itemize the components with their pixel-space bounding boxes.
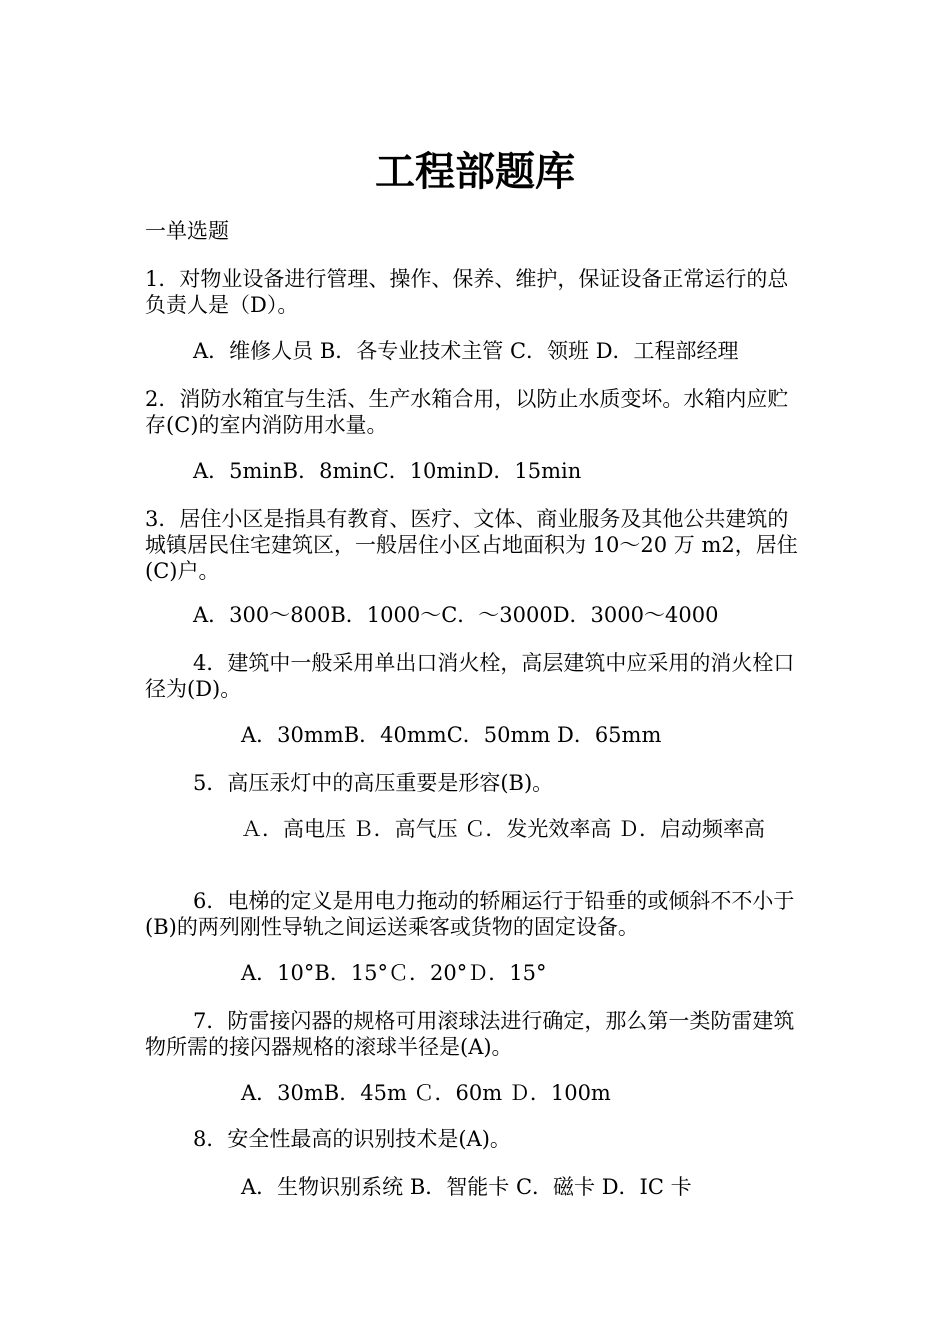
- question-7-options: A．30mB．45m Ｃ．60m Ｄ．100m: [241, 1081, 611, 1105]
- question-4-text: 4．建筑中一般采用单出口消火栓，高层建筑中应采用的消火栓口径为(D)。: [145, 651, 795, 701]
- question-8-text: 8．安全性最高的识别技术是(A)。: [193, 1127, 511, 1151]
- question-3-text: 3．居住小区是指具有教育、医疗、文体、商业服务及其他公共建筑的城镇居民住宅建筑区，一般居住小区占地面积为 10～20 万 m2，居住 (C)户。: [145, 507, 826, 583]
- section-heading: 一单选题: [145, 219, 229, 243]
- question-7-text: 7．防雷接闪器的规格可用滚球法进行确定，那么第一类防雷建筑物所需的接闪器规格的滚球半径是(A)。: [145, 1009, 795, 1059]
- question-1-text: 1．对物业设备进行管理、操作、保养、维护，保证设备正常运行的总负责人是（D）。: [145, 267, 789, 317]
- question-6-options: A．10°B．15°Ｃ．20°Ｄ．15°: [241, 961, 547, 985]
- question-2-options: A．5minB．8minC．10minD．15min: [193, 459, 582, 483]
- question-2-text: 2．消防水箱宜与生活、生产水箱合用，以防止水质变坏。水箱内应贮存(C)的室内消防用水量。: [145, 387, 789, 437]
- question-5-options: Ａ．高电压 Ｂ．高气压 Ｃ．发光效率高 Ｄ．启动频率高: [241, 817, 766, 841]
- question-4-options: A．30mmB．40mmC．50mm D．65mm: [241, 723, 662, 747]
- question-3-options: A．300～800B．1000～C．～3000D．3000～4000: [193, 603, 719, 627]
- question-8-options: A．生物识别系统 B．智能卡 C．磁卡 D．IC 卡: [241, 1175, 692, 1199]
- question-6-text: 6．电梯的定义是用电力拖动的轿厢运行于铅垂的或倾斜不不小于(B)的两列刚性导轨之间运送乘客或货物的固定设备。: [145, 889, 795, 939]
- question-1-options: A．维修人员 B．各专业技术主管 C．领班 D．工程部经理: [193, 339, 739, 363]
- question-5-text: 5．高压汞灯中的高压重要是形容(B)。: [193, 771, 554, 795]
- page-title: 工程部题库: [375, 149, 575, 195]
